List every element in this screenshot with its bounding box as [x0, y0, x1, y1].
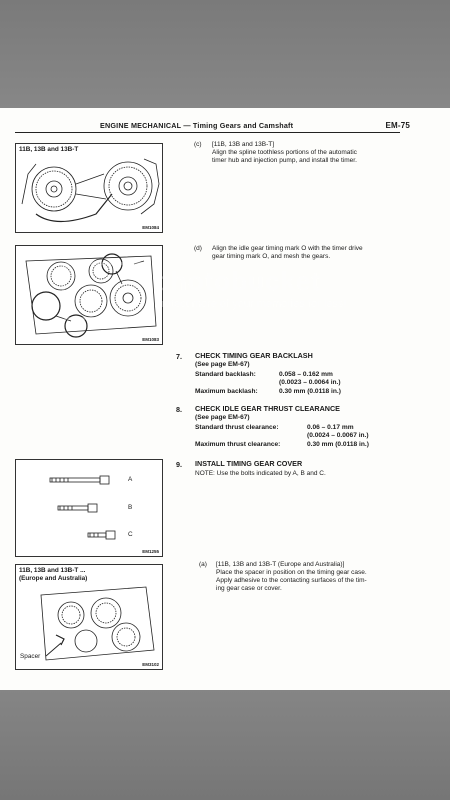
figure-code: EM1255	[142, 549, 159, 554]
step-7-number: 7.	[176, 352, 182, 361]
timer-gear-illustration	[16, 144, 162, 232]
step-7-heading: CHECK TIMING GEAR BACKLASH	[195, 351, 313, 360]
figure-idle-gear-marks	[15, 245, 163, 345]
step-8-heading: CHECK IDLE GEAR THRUST CLEARANCE	[195, 404, 340, 413]
step-a-line-1: [11B, 13B and 13B-T (Europe and Australia)]	[216, 561, 345, 568]
figure-caption: 11B, 13B and 13B-T ... (Europe and Australia)	[19, 567, 88, 582]
bolt-label-c: C	[128, 531, 133, 538]
step-8-spec1-label: Standard thrust clearance:	[195, 424, 279, 431]
step-9-number: 9.	[176, 460, 182, 469]
step-8-spec2-label: Maximum thrust clearance:	[195, 441, 281, 448]
viewer-bottom-bar	[0, 690, 450, 800]
gear-train-illustration	[16, 246, 162, 344]
step-a-line-2: Place the spacer in position on the timing gear case.	[216, 569, 367, 576]
step-a-line-3: Apply adhesive to the contacting surfaces of the tim-	[216, 577, 367, 584]
step-7-spec2-label: Maximum backlash:	[195, 388, 258, 395]
step-c-line-3: timer hub and injection pump, and install the timer.	[212, 157, 357, 164]
step-9-heading: INSTALL TIMING GEAR COVER	[195, 459, 303, 468]
figure-code: EM3102	[142, 662, 159, 667]
bolt-label-a: A	[128, 476, 133, 483]
step-7-spec1-value-in: (0.0023 – 0.0064 in.)	[279, 379, 341, 386]
header-rule	[15, 132, 400, 133]
manual-page	[0, 108, 450, 690]
header-title: ENGINE MECHANICAL — Timing Gears and Camshaft	[100, 121, 294, 130]
step-8-spec1-value-in: (0.0024 – 0.0067 in.)	[307, 432, 369, 439]
step-7-spec1-value: 0.058 – 0.162 mm	[279, 371, 333, 378]
step-d-marker: (d)	[194, 245, 202, 252]
watermark-title: photobucket	[154, 266, 321, 296]
figure-timer-install	[15, 143, 163, 233]
step-7-spec1-label: Standard backlash:	[195, 371, 256, 378]
step-c-marker: (c)	[194, 141, 202, 148]
page-number: EM-75	[385, 121, 410, 130]
step-9-note: NOTE: Use the bolts indicated by A, B and C.	[195, 470, 326, 477]
spacer-callout: Spacer	[20, 653, 41, 660]
step-8-spec2-value: 0.30 mm (0.0118 in.)	[307, 441, 369, 448]
step-d-line-2: gear timing mark O, and mesh the gears.	[212, 253, 331, 260]
step-d-line-1: Align the idle gear timing mark O with the timer drive	[212, 245, 363, 252]
figure-caption: 11B, 13B and 13B-T	[19, 146, 79, 153]
step-c-line-2: Align the spline toothless portions of the automatic	[212, 149, 357, 156]
figure-code: EM1083	[142, 337, 159, 342]
step-8-number: 8.	[176, 405, 182, 414]
step-7-spec2-value: 0.30 mm (0.0118 in.)	[279, 388, 341, 395]
figure-code: EM1084	[142, 225, 159, 230]
page-header	[100, 121, 410, 130]
figure-spacer	[15, 564, 163, 670]
bolt-label-b: B	[128, 504, 133, 511]
step-c-line-1: [11B, 13B and 13B-T]	[212, 141, 275, 148]
bolts-illustration	[16, 460, 162, 556]
watermark-tagline: Protect more of your memories for less!	[154, 298, 347, 310]
step-a-line-4: ing gear case or cover.	[216, 585, 282, 592]
step-8-spec1-value: 0.06 – 0.17 mm	[307, 424, 354, 431]
viewer-top-bar	[0, 0, 450, 108]
step-a-marker: (a)	[199, 561, 207, 568]
step-8-reference: (See page EM-67)	[195, 414, 250, 421]
figure-bolts	[15, 459, 163, 557]
step-7-reference: (See page EM-67)	[195, 361, 250, 368]
